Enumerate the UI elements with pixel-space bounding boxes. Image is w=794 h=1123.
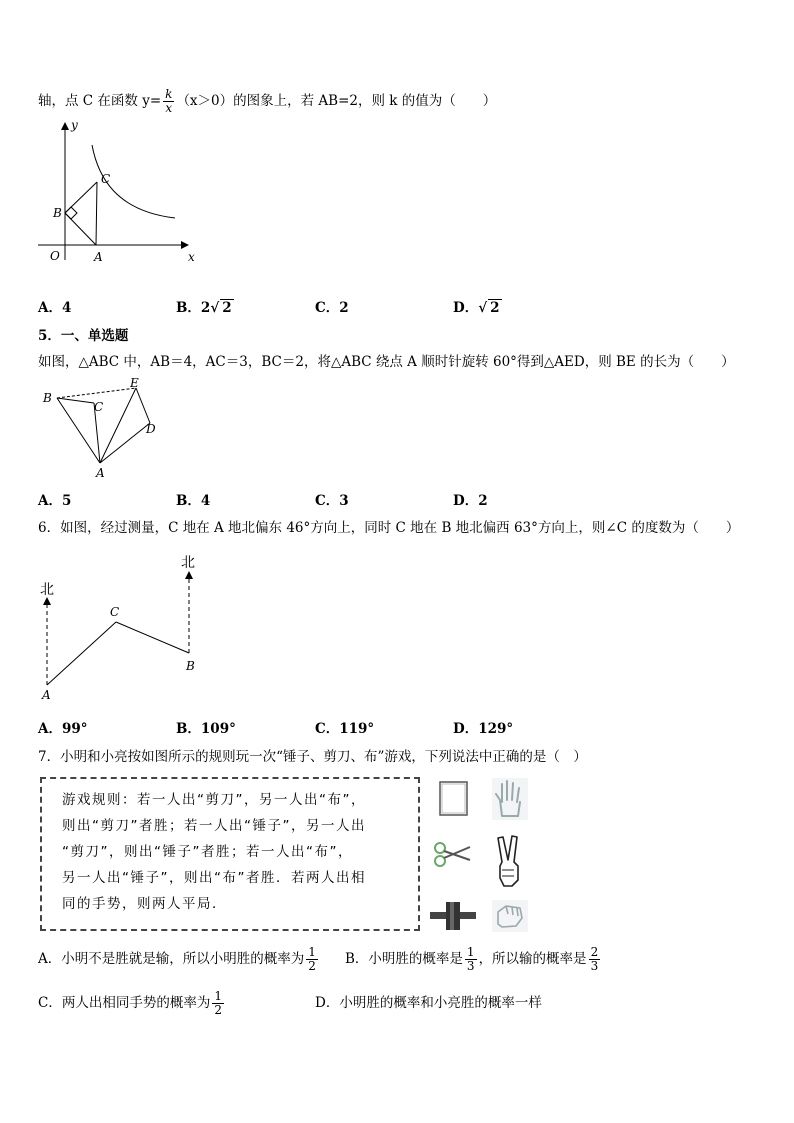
q5-stem: 如图，△ABC 中，AB＝4，AC＝3，BC＝2，将△ABC 绕点 A 顺时针旋转 60°得到△AED，则 BE 的长为（ ） — [38, 354, 735, 370]
q6-option-c: C．119° — [315, 721, 375, 737]
q7-rules-line-5: 同的手势，则两人平局． — [62, 896, 227, 912]
q6-label-north-a: 北 — [40, 582, 54, 598]
q7-option-c-fraction-den: 2 — [214, 1003, 222, 1017]
q4-stem-before: 轴，点 C 在函数 y= — [38, 93, 162, 109]
q4-figure — [30, 115, 205, 265]
open-hand-icon — [492, 778, 528, 820]
q5-heading: 5．一、单选题 — [38, 328, 129, 344]
q5-segment-ed — [136, 388, 150, 423]
q4-option-b-prefix: B．2 — [176, 300, 211, 316]
q4-option-c: C．2 — [315, 300, 349, 316]
q7-rules-line-4: 另一人出“锤子”，则出“布”者胜．若两人出相 — [62, 870, 366, 886]
victory-hand-icon — [494, 832, 526, 888]
q5-option-a: A．5 — [38, 493, 72, 509]
q4-label-a: A — [94, 250, 103, 264]
q6-segment-ac — [47, 622, 116, 685]
q7-option-a-fraction-num: 1 — [308, 945, 316, 959]
q7-option-b-fraction-1-num: 1 — [466, 945, 475, 959]
q4-option-d-radicand: 2 — [490, 300, 500, 316]
q7-option-b-fraction-1 — [465, 946, 477, 973]
q7-option-b-mid-text: ，所以输的概率是 — [478, 951, 587, 967]
q7-option-a-fraction-den: 2 — [308, 959, 316, 973]
q7-option-c-fraction — [212, 990, 224, 1017]
q7-stem: 7．小明和小亮按如图所示的规则玩一次“锤子、剪刀、布”游戏，下列说法中正确的是（ ） — [38, 749, 587, 765]
q6-option-b: B．109° — [176, 721, 236, 737]
q4-stem-after: （x＞0）的图象上，若 AB=2，则 k 的值为（ ） — [176, 93, 497, 109]
q7-rules-line-1: 游戏规则：若一人出“剪刀”，另一人出“布”， — [62, 792, 366, 808]
cloth-paper-icon — [437, 779, 471, 819]
q4-option-d: D．√ 2 — [453, 300, 500, 316]
q4-label-c: C — [101, 172, 111, 186]
q5-option-c: C．3 — [315, 493, 349, 509]
q4-fraction-num: k — [165, 87, 173, 101]
q5-label-a: A — [96, 466, 105, 480]
q7-option-b-fraction-1-den: 3 — [466, 959, 475, 973]
q4-label-o: O — [50, 249, 60, 263]
q7-option-a-fraction — [306, 946, 318, 973]
q6-option-a: A．99° — [38, 721, 88, 737]
q5-figure — [38, 375, 164, 480]
q4-label-b: B — [53, 206, 62, 220]
q7-option-c — [38, 988, 226, 1018]
q4-label-x: x — [188, 250, 195, 264]
q7-option-a — [38, 944, 320, 974]
fist-icon — [492, 900, 528, 932]
q4-option-b-radicand: 2 — [222, 300, 232, 316]
q7-option-c-fraction-num: 1 — [214, 989, 222, 1003]
q6-stem: 6．如图，经过测量，C 地在 A 地北偏东 46°方向上，同时 C 地在 B 地北偏西 63°方向上，则∠C 的度数为（ ） — [38, 520, 740, 536]
q7-rules-line-2: 则出“剪刀”者胜；若一人出“锤子”，另一人出 — [62, 818, 366, 834]
q7-option-b-fraction-2 — [589, 946, 601, 973]
q6-label-north-b: 北 — [181, 555, 195, 571]
q6-label-b: B — [186, 659, 195, 673]
q6-option-d: D．129° — [453, 721, 514, 737]
q4-segment-ac — [96, 182, 97, 245]
q7-option-c-text: C．两人出相同手势的概率为 — [38, 995, 211, 1011]
q6-label-c: C — [110, 605, 120, 619]
q5-segment-ad — [100, 423, 150, 463]
q7-rules-line-3: “剪刀”，则出“锤子”者胜；若一人出“布”， — [62, 844, 353, 860]
q4-fraction — [163, 88, 174, 115]
q5-option-d: D．2 — [453, 493, 488, 509]
q7-option-a-text: A．小明不是胜就是输，所以小明胜的概率为 — [38, 951, 305, 967]
q4-option-d-prefix: D． — [453, 300, 479, 316]
q7-option-d: D．小明胜的概率和小亮胜的概率一样 — [315, 995, 542, 1011]
scissors-icon — [432, 838, 474, 870]
q5-label-e: E — [130, 376, 139, 390]
q4-right-angle-mark — [65, 207, 77, 219]
q7-option-b — [345, 944, 602, 974]
q4-fraction-den: x — [165, 101, 173, 115]
q5-label-b: B — [43, 391, 52, 405]
q5-segment-ae — [100, 388, 136, 463]
q7-option-b-fraction-2-den: 3 — [590, 959, 599, 973]
q7-option-b-fraction-2-num: 2 — [590, 945, 599, 959]
q5-label-d: D — [146, 422, 156, 436]
q4-label-y: y — [71, 118, 78, 132]
q7-rules-box — [40, 777, 420, 931]
q4-option-a: A．4 — [38, 300, 72, 316]
hammer-icon — [428, 899, 478, 933]
q6-label-a: A — [42, 688, 51, 700]
q4-stem — [38, 88, 496, 115]
q7-option-b-text: B．小明胜的概率是 — [345, 951, 463, 967]
q5-segment-bc — [57, 398, 94, 403]
q6-figure — [34, 550, 209, 700]
q5-label-c: C — [94, 400, 104, 414]
q4-option-b: B．2√ 2 — [176, 300, 232, 316]
q5-option-b: B．4 — [176, 493, 211, 509]
q6-segment-cb — [116, 622, 189, 653]
q5-segment-be — [57, 388, 136, 398]
